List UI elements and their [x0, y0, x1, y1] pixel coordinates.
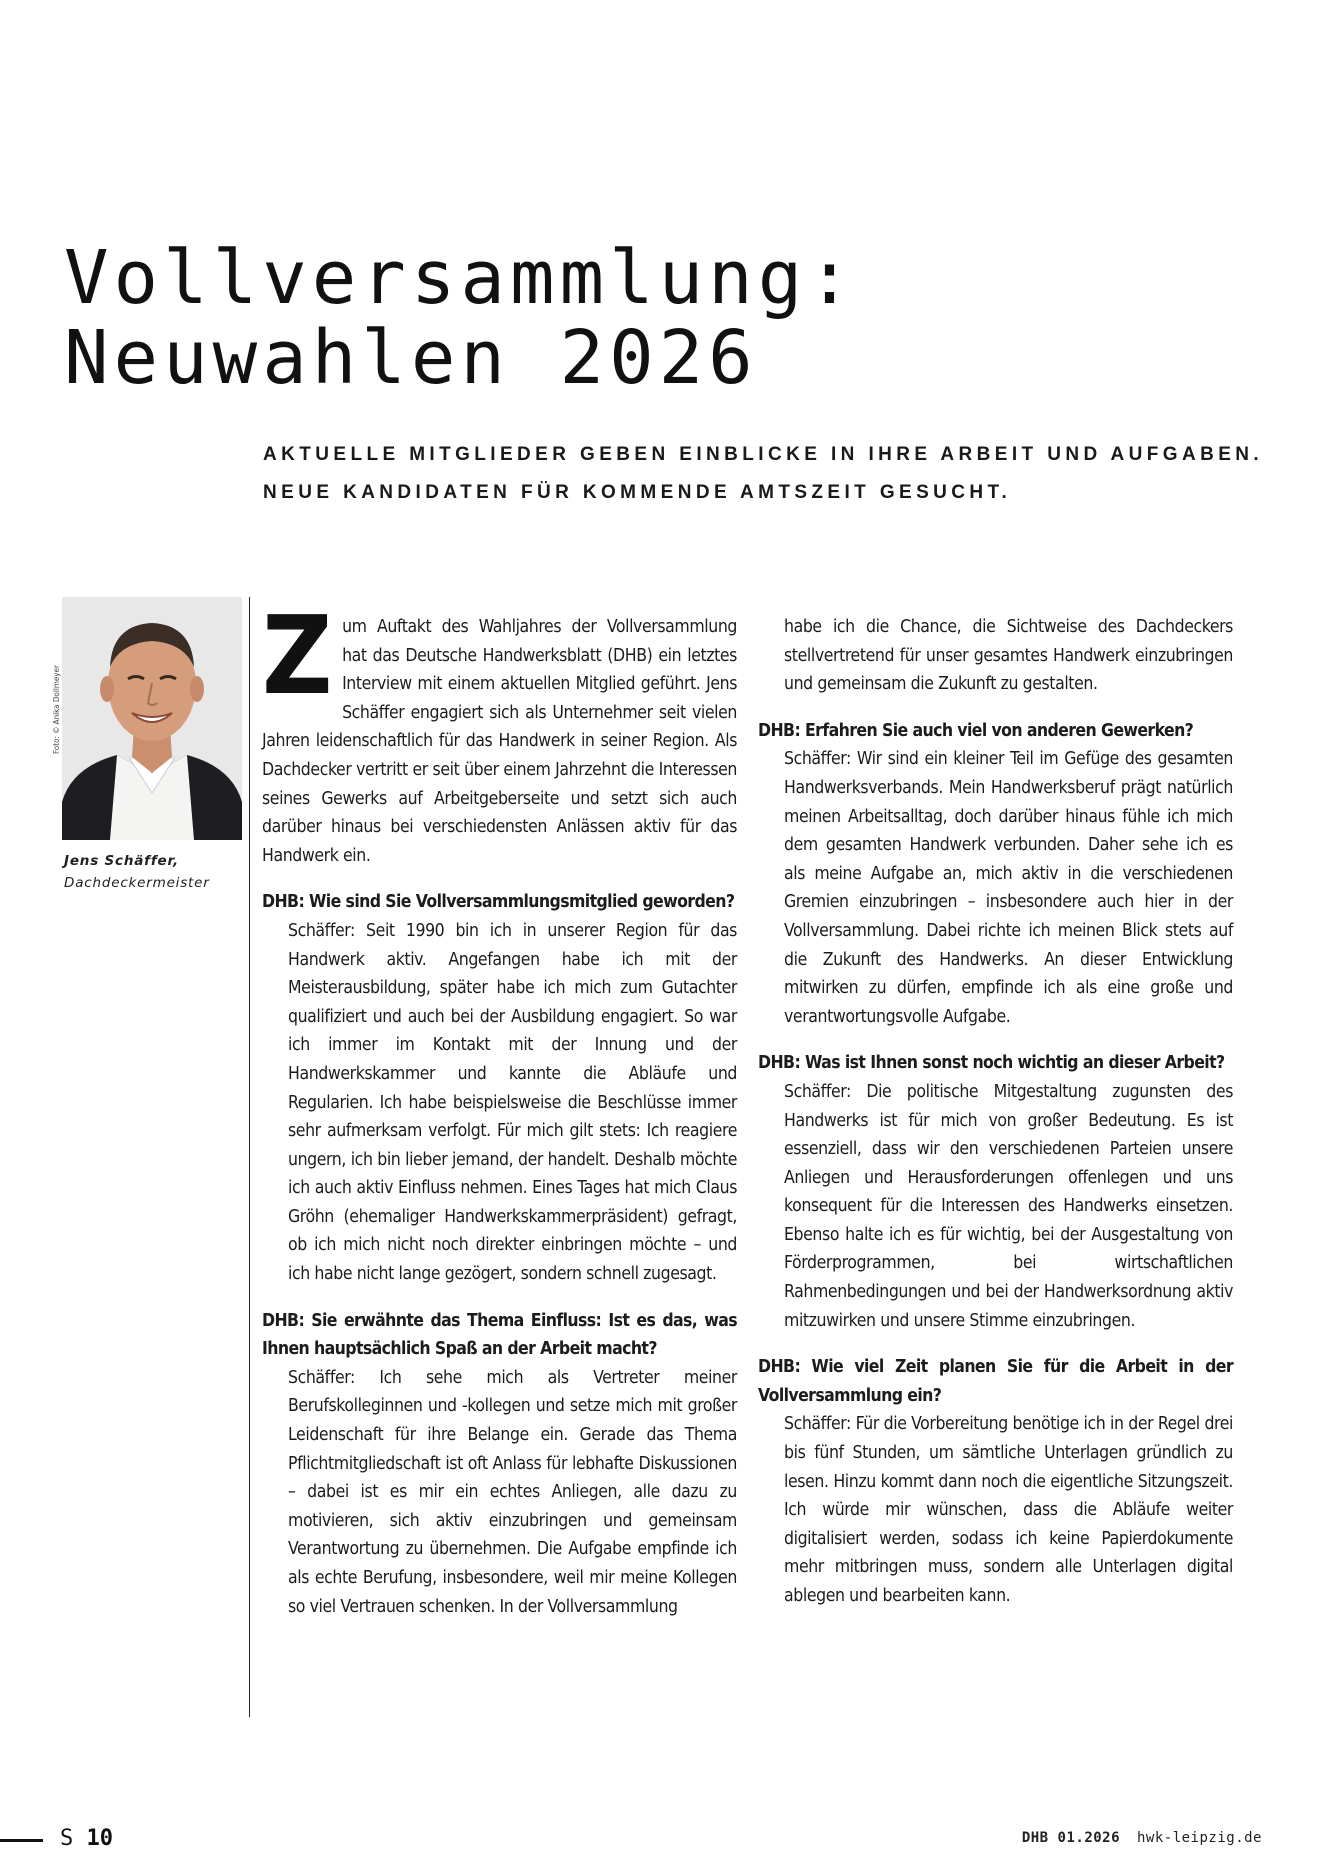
- drop-cap: Z: [262, 594, 333, 719]
- photo-credit: Foto: © Anika Dollmeyer: [52, 665, 61, 754]
- page-prefix: S: [60, 1826, 74, 1851]
- question-4: DHB: Was ist Ihnen sonst noch wichtig an dieser Arbeit?: [758, 1053, 1225, 1074]
- answer-4: Schäffer: Die politische Mitgestaltung zugunsten des Handwerks ist für mich von großer Bedeutung. Es ist essenziell, dass wir den verschiedenen Parteien unsere Anliegen und Herausforderungen offenlegen und uns konsequent für die Interessen des Handwerks einsetzen. Ebenso halte ich es für wichtig, bei der Ausgestaltung von Förderprogrammen, bei wirtschaftlichen Rahmenbedingungen und bei der Handwerksordnung aktiv mitzuwirken und unsere Stimme einzubringen.: [784, 1081, 1233, 1331]
- answer-5: Schäffer: Für die Vorbereitung benötige ich in der Regel drei bis fünf Stunden, um sämtliche Unterlagen gründlich zu lesen. Hinzu kommt dann noch die eigentliche Sitzungszeit. Ich würde mir wünschen, dass die Abläufe weiter digitalisiert werden, sodass ich keine Papierdokumente mehr mitbringen muss, sondern alle Unterlagen digital ablegen und bearbeiten kann.: [784, 1414, 1233, 1606]
- photo-caption: [64, 850, 254, 894]
- article-column-right: [758, 613, 1233, 1611]
- subtitle-line-2: NEUE KANDIDATEN FÜR KOMMENDE AMTSZEIT GESUCHT.: [263, 482, 1012, 503]
- answer-3: Schäffer: Wir sind ein kleiner Teil im Gefüge des gesamten Handwerksverbands. Mein Handwerksberuf prägt natürlich meinen Arbeitsalltag, doch darüber hinaus fühle ich mich dem gesamten Handwerk verbunden. Daher sehe ich es als meine Aufgabe an, mich aktiv in die verschiedenen Gremien einzubringen – insbesondere auch hier in der Vollversammlung. Dabei richte ich meinen Blick stets auf die Zukunft des Handwerks. An dieser Entwicklung mitwirken zu dürfen, empfinde ich als eine große und verantwortungsvolle Aufgabe.: [784, 749, 1233, 1027]
- question-1: DHB: Wie sind Sie Vollversammlungsmitglied geworden?: [262, 892, 735, 913]
- portrait-illustration: [62, 597, 242, 840]
- footer-bar: [0, 1839, 43, 1842]
- subtitle-line-1: AKTUELLE MITGLIEDER GEBEN EINBLICKE IN IHRE ARBEIT UND AUFGABEN.: [263, 444, 1264, 465]
- question-3: DHB: Erfahren Sie auch viel von anderen Gewerken?: [758, 720, 1194, 741]
- question-5: DHB: Wie viel Zeit planen Sie für die Arbeit in der Vollversammlung ein?: [758, 1357, 1233, 1406]
- issue-label: DHB 01.2026: [1021, 1830, 1121, 1846]
- page-number: [60, 1826, 113, 1851]
- title-line-2: Neuwahlen 2026: [64, 315, 758, 401]
- page-number-value: 10: [86, 1826, 113, 1851]
- answer-2: Schäffer: Ich sehe mich als Vertreter meiner Berufskolleginnen und -kollegen und setze mich mit großer Leidenschaft für ihre Belange ein. Gerade das Thema Pflichtmitgliedschaft ist oft Anlass für lebhafte Diskussionen – dabei ist es mir ein echtes Anliegen, alle dazu zu motivieren, sich aktiv einzubringen und gemeinsam Verantwortung zu übernehmen. Die Aufgabe empfinde ich als echte Berufung, insbesondere, weil mir meine Kollegen so viel Vertrauen schenken. In der Vollversammlung: [288, 1367, 737, 1617]
- article-column-left: [262, 594, 737, 1621]
- column-divider: [249, 597, 250, 1717]
- footer-info: [1022, 1830, 1262, 1846]
- title-line-1: Vollversammlung:: [64, 235, 857, 321]
- subtitle: [263, 436, 1264, 512]
- question-2: DHB: Sie erwähnte das Thema Einfluss: Ist es das, was Ihnen hauptsächlich Spaß an der Arbeit macht?: [262, 1310, 737, 1360]
- page-title: [64, 235, 964, 401]
- answer-2-continued: habe ich die Chance, die Sichtweise des Dachdeckers stellvertretend für unser gesamtes Handwerk einzubringen und gemeinsam die Zukunft zu gestalten.: [784, 617, 1233, 695]
- caption-role: Dachdeckermeister: [64, 875, 210, 891]
- answer-1: Schäffer: Seit 1990 bin ich in unserer Region für das Handwerk aktiv. Angefangen habe ich mit der Meisterausbildung, später habe ich mich zum Gutachter qualifiziert und auch bei der Ausbildung engagiert. So war ich immer im Kontakt mit der Innung und der Handwerkskammer und kannte die Abläufe und Regularien. Ich habe beispielsweise die Beschlüsse immer sehr aufmerksam verfolgt. Für mich gilt stets: Ich reagiere ungern, ich bin lieber jemand, der handelt. Deshalb möchte ich auch aktiv Einfluss nehmen. Eines Tages hat mich Claus Gröhn (ehemaliger Handwerkskammerpräsident) gefragt, ob ich mich nicht noch direkter einbringen möchte – und ich habe nicht lange gezögert, sondern schnell zugesagt.: [288, 920, 737, 1285]
- intro-text: um Auftakt des Wahljahres der Vollversammlung hat das Deutsche Handwerksblatt (DHB) ein letztes Interview mit einem aktuellen Mitglied geführt. Jens Schäffer engagiert sich als Unternehmer seit vielen Jahren leidenschaftlich für das Handwerk in seiner Region. Als Dachdecker vertritt er seit über einem Jahrzehnt die Interessen seines Gewerks auf Arbeitgeberseite und setzt sich auch darüber hinaus bei verschiedensten Anlässen aktiv für das Handwerk ein.: [262, 617, 737, 866]
- portrait-photo: [62, 597, 242, 840]
- caption-name: Jens Schäffer,: [64, 853, 179, 869]
- website-link[interactable]: hwk-leipzig.de: [1136, 1830, 1262, 1846]
- intro-paragraph: [262, 594, 737, 870]
